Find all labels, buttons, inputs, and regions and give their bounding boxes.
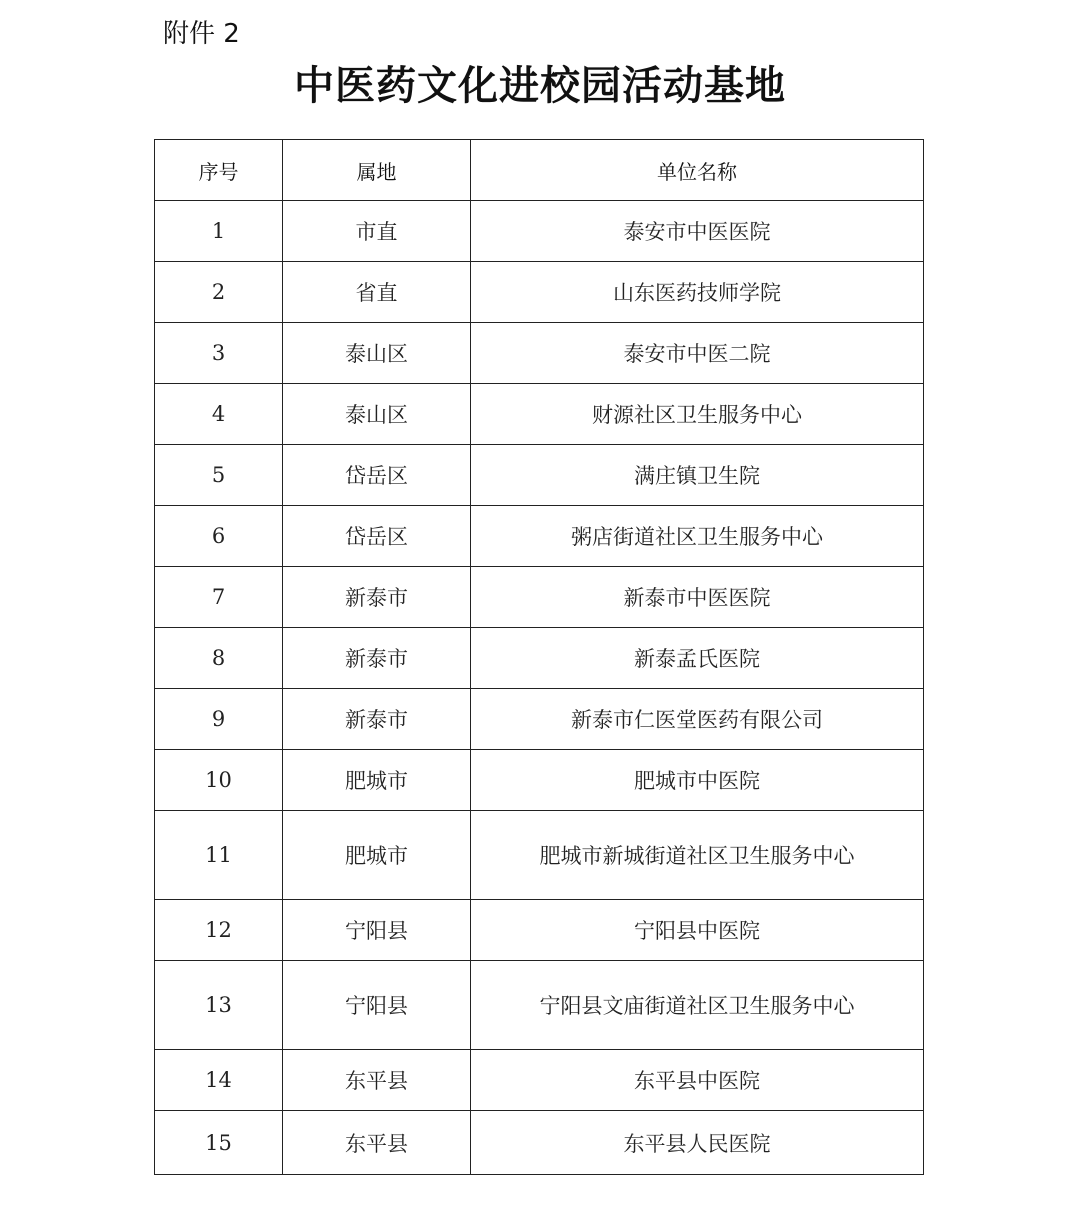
cell-unit: 新泰孟氏医院 — [471, 628, 924, 689]
cell-index: 13 — [155, 961, 283, 1050]
cell-location: 新泰市 — [283, 689, 471, 750]
cell-index: 7 — [155, 567, 283, 628]
table-row — [155, 628, 924, 689]
table-row — [155, 384, 924, 445]
table-row — [155, 567, 924, 628]
cell-location: 岱岳区 — [283, 445, 471, 506]
cell-unit: 山东医药技师学院 — [471, 262, 924, 323]
cell-unit: 新泰市仁医堂医药有限公司 — [471, 689, 924, 750]
cell-unit: 泰安市中医医院 — [471, 201, 924, 262]
cell-index: 3 — [155, 323, 283, 384]
header-unit: 单位名称 — [471, 140, 924, 201]
cell-location: 新泰市 — [283, 567, 471, 628]
cell-unit: 新泰市中医医院 — [471, 567, 924, 628]
cell-unit: 肥城市中医院 — [471, 750, 924, 811]
table-row — [155, 201, 924, 262]
cell-unit: 肥城市新城街道社区卫生服务中心 — [471, 811, 924, 900]
cell-index: 10 — [155, 750, 283, 811]
cell-location: 肥城市 — [283, 811, 471, 900]
cell-unit: 东平县中医院 — [471, 1050, 924, 1111]
table-row — [155, 262, 924, 323]
cell-index: 14 — [155, 1050, 283, 1111]
cell-unit: 粥店街道社区卫生服务中心 — [471, 506, 924, 567]
cell-index: 12 — [155, 900, 283, 961]
cell-unit: 财源社区卫生服务中心 — [471, 384, 924, 445]
cell-index: 1 — [155, 201, 283, 262]
page-title: 中医药文化进校园活动基地 — [294, 63, 786, 109]
cell-index: 6 — [155, 506, 283, 567]
header-location: 属地 — [283, 140, 471, 201]
cell-unit: 泰安市中医二院 — [471, 323, 924, 384]
cell-index: 4 — [155, 384, 283, 445]
table-row — [155, 1111, 924, 1175]
table-row — [155, 323, 924, 384]
table-row — [155, 1050, 924, 1111]
table-header-row — [155, 140, 924, 201]
table-row — [155, 750, 924, 811]
table-row — [155, 900, 924, 961]
table-row — [155, 689, 924, 750]
cell-location: 宁阳县 — [283, 900, 471, 961]
cell-index: 15 — [155, 1111, 283, 1175]
cell-index: 2 — [155, 262, 283, 323]
cell-index: 11 — [155, 811, 283, 900]
attachment-label: 附件 2 — [163, 19, 240, 49]
cell-unit: 宁阳县文庙街道社区卫生服务中心 — [471, 961, 924, 1050]
table-row — [155, 445, 924, 506]
cell-location: 泰山区 — [283, 323, 471, 384]
cell-location: 宁阳县 — [283, 961, 471, 1050]
cell-location: 东平县 — [283, 1111, 471, 1175]
cell-location: 肥城市 — [283, 750, 471, 811]
header-index: 序号 — [155, 140, 283, 201]
cell-location: 东平县 — [283, 1050, 471, 1111]
cell-unit: 宁阳县中医院 — [471, 900, 924, 961]
cell-location: 岱岳区 — [283, 506, 471, 567]
cell-index: 5 — [155, 445, 283, 506]
table-row — [155, 506, 924, 567]
sites-table — [154, 139, 924, 1175]
cell-unit: 满庄镇卫生院 — [471, 445, 924, 506]
cell-location: 泰山区 — [283, 384, 471, 445]
cell-index: 9 — [155, 689, 283, 750]
cell-location: 新泰市 — [283, 628, 471, 689]
cell-index: 8 — [155, 628, 283, 689]
cell-location: 市直 — [283, 201, 471, 262]
cell-unit: 东平县人民医院 — [471, 1111, 924, 1175]
table-row — [155, 961, 924, 1050]
cell-location: 省直 — [283, 262, 471, 323]
table-row — [155, 811, 924, 900]
